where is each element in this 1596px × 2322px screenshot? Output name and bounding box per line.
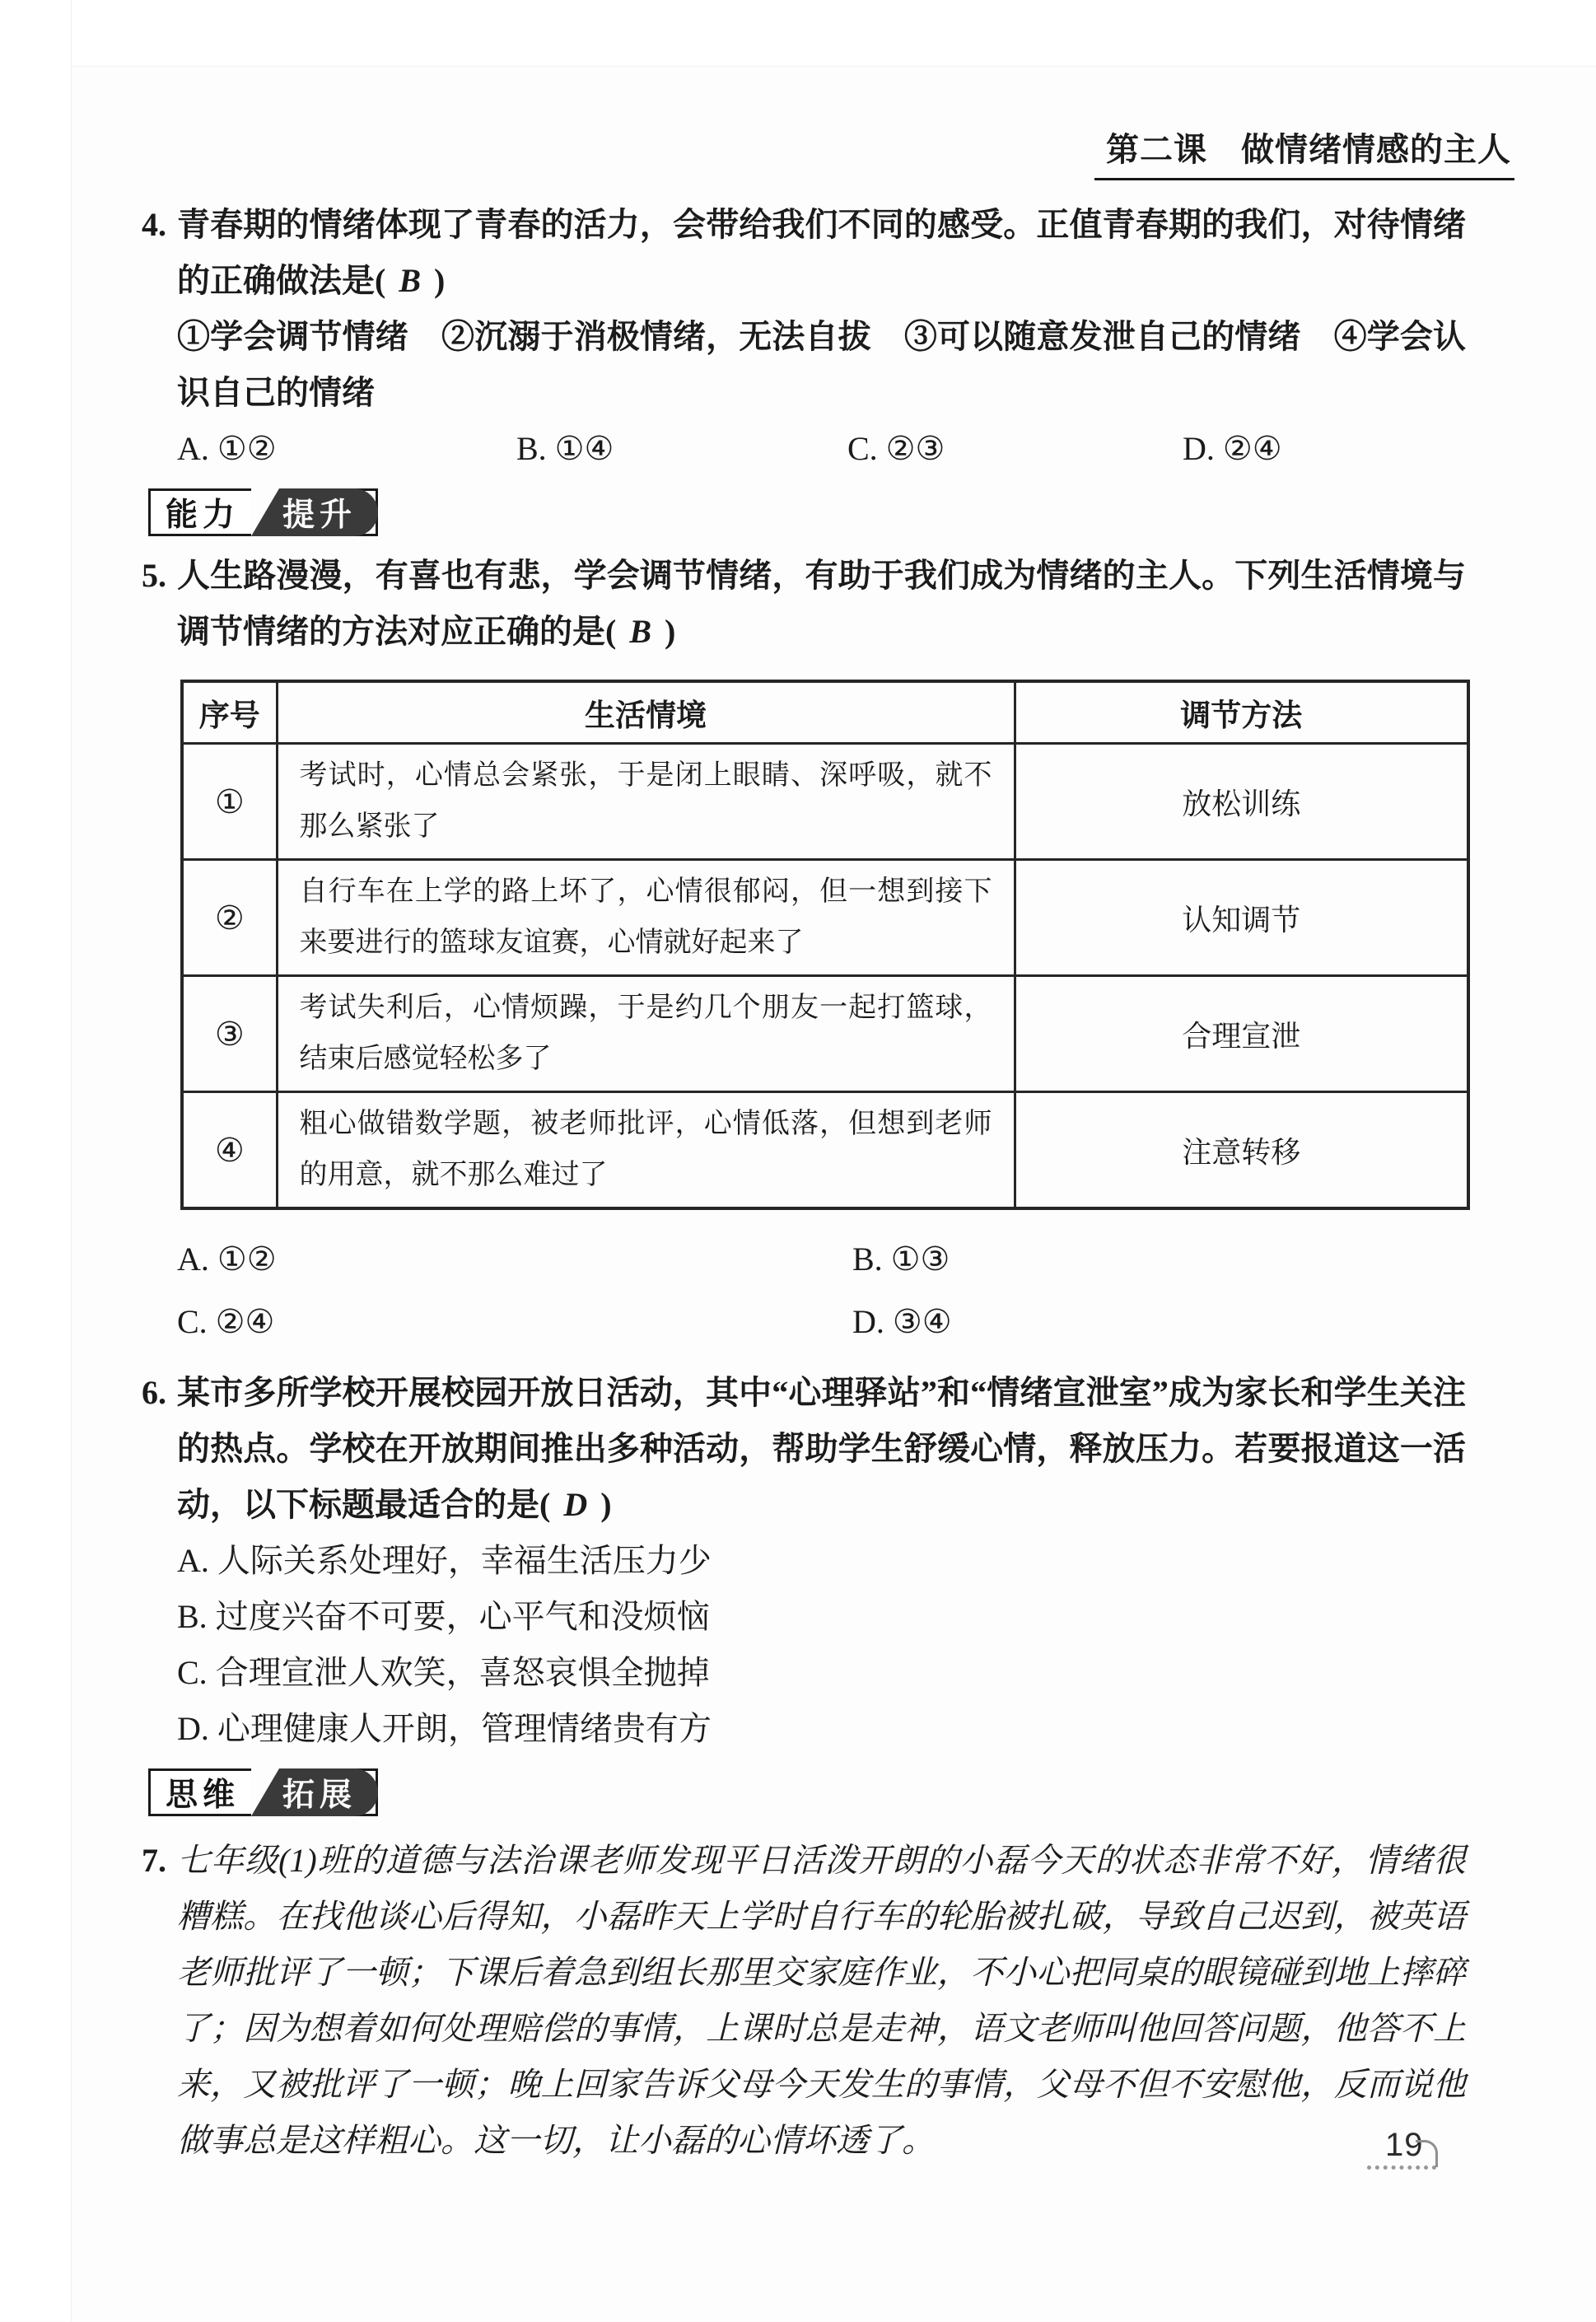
badge-thinking-left-label: 思维 <box>166 1778 240 1813</box>
question-5 <box>142 548 1466 660</box>
question-5-number: 5. <box>142 557 166 594</box>
question-7 <box>142 1833 1466 2169</box>
row1-situation: 考试时，心情总会紧张，于是闭上眼睛、深呼吸，就不那么紧张了 <box>277 744 1015 860</box>
row4-method: 注意转移 <box>1015 1092 1468 1209</box>
row3-method: 合理宣泄 <box>1015 976 1468 1092</box>
section-badge-thinking <box>148 1768 378 1816</box>
table-row <box>182 1092 1468 1209</box>
table-row <box>182 976 1468 1092</box>
question-6-options <box>177 1533 1466 1757</box>
q6-option-c: C. 合理宣泄人欢笑，喜怒哀惧全抛掉 <box>177 1654 710 1691</box>
row3-situation: 考试失利后，心情烦躁，于是约几个朋友一起打篮球，结束后感觉轻松多了 <box>277 976 1015 1092</box>
question-7-number: 7. <box>142 1842 166 1879</box>
question-4 <box>142 197 1466 477</box>
q5-option-b: B. ①③ <box>852 1240 950 1278</box>
row3-no: ③ <box>182 976 277 1092</box>
q5-option-c: C. ②④ <box>177 1303 275 1340</box>
question-5-options <box>142 1228 1466 1353</box>
row1-no: ① <box>182 744 277 860</box>
question-4-stem-text: 青春期的情绪体现了青春的活力，会带给我们不同的感受。正值青春期的我们，对待情绪的正确做法是( <box>177 206 1466 299</box>
row2-method: 认知调节 <box>1015 860 1468 976</box>
page-header <box>0 0 1514 180</box>
page-number <box>1367 2127 1436 2170</box>
q6-option-a: A. 人际关系处理好，幸福生活压力少 <box>177 1542 712 1579</box>
question-4-stem-close: ) <box>434 262 446 299</box>
table-row <box>182 744 1468 860</box>
row2-situation: 自行车在上学的路上坏了，心情很郁闷，但一想到接下来要进行的篮球友谊赛，心情就好起来了 <box>277 860 1015 976</box>
q5-option-d: D. ③④ <box>852 1303 952 1340</box>
question-4-options <box>177 421 1466 477</box>
q6-option-b: B. 过度兴奋不可要，心平气和没烦恼 <box>177 1598 710 1635</box>
table-header-no: 序号 <box>182 681 277 744</box>
row2-no: ② <box>182 860 277 976</box>
section-ability-row <box>148 488 1466 536</box>
badge-ability-left-label: 能力 <box>166 498 240 533</box>
question-4-number: 4. <box>142 206 166 243</box>
question-5-stem-close: ) <box>665 613 676 650</box>
question-5-stem <box>177 548 1466 660</box>
page-title: 第二课 做情绪情感的主人 <box>1094 124 1514 180</box>
question-5-answer: B <box>629 613 652 650</box>
table-row <box>182 860 1468 976</box>
question-7-text: 七年级(1)班的道德与法治课老师发现平日活泼开朗的小磊今天的状态非常不好，情绪很糟糕。在找他谈心后得知，小磊昨天上学时自行车的轮胎被扎破，导致自己迟到，被英语老师批评了一顿；下课后着急到组长那里交家庭作业，不小心把同桌的眼镜碰到地上摔碎了；因为想着如何处理赔偿的事情，上课时总是走神，语文老师叫他回答问题，他答不上来，又被批评了一顿；晚上回家告诉父母今天发生的事情，父母不但不安慰他，反而说他做事总是这样粗心。这一切，让小磊的心情坏透了。 <box>177 1842 1466 2159</box>
table-header-row <box>182 681 1468 744</box>
question-6-answer: D <box>563 1486 588 1523</box>
section-badge-ability <box>148 488 378 536</box>
page-number-value: 19 <box>1385 2127 1424 2163</box>
question-6-stem <box>177 1365 1466 1533</box>
row4-situation: 粗心做错数学题，被老师批评，心情低落，但想到老师的用意，就不那么难过了 <box>277 1092 1015 1209</box>
section-thinking-row <box>148 1768 1466 1816</box>
badge-ability-right-label: 提升 <box>251 488 378 536</box>
q6-option-d: D. 心理健康人开朗，管理情绪贵有方 <box>177 1710 712 1747</box>
question-6 <box>142 1365 1466 1757</box>
question-5-stem-text: 人生路漫漫，有喜也有悲，学会调节情绪，有助于我们成为情绪的主人。下列生活情境与调节情绪的方法对应正确的是( <box>177 557 1466 650</box>
q4-option-c: C. ②③ <box>847 430 945 467</box>
table-header-situation: 生活情境 <box>277 681 1015 744</box>
table-header-method: 调节方法 <box>1015 681 1468 744</box>
question-4-answer: B <box>399 262 422 299</box>
scan-margin-left <box>0 0 72 2322</box>
question-6-stem-text: 某市多所学校开展校园开放日活动，其中“心理驿站”和“情绪宣泄室”成为家长和学生关注的热点。学校在开放期间推出多种活动，帮助学生舒缓心情，释放压力。若要报道这一活动，以下标题最适合的是( <box>177 1374 1466 1523</box>
row1-method: 放松训练 <box>1015 744 1468 860</box>
question-4-stem <box>177 197 1466 309</box>
question-6-stem-close: ) <box>600 1486 612 1523</box>
question-4-items: ①学会调节情绪 ②沉溺于消极情绪，无法自拔 ③可以随意发泄自己的情绪 ④学会认识自己的情绪 <box>177 318 1466 411</box>
badge-thinking-right-label: 拓展 <box>251 1768 378 1816</box>
q4-option-a: A. ①② <box>177 430 277 467</box>
row4-no: ④ <box>182 1092 277 1209</box>
q4-option-d: D. ②④ <box>1183 430 1282 467</box>
q4-option-b: B. ①④ <box>516 430 614 467</box>
q5-situation-table <box>180 680 1470 1210</box>
page-content <box>142 197 1466 2169</box>
page-corner-mark <box>1416 2140 1438 2167</box>
q5-option-a: A. ①② <box>177 1240 277 1278</box>
question-6-number: 6. <box>142 1374 166 1411</box>
